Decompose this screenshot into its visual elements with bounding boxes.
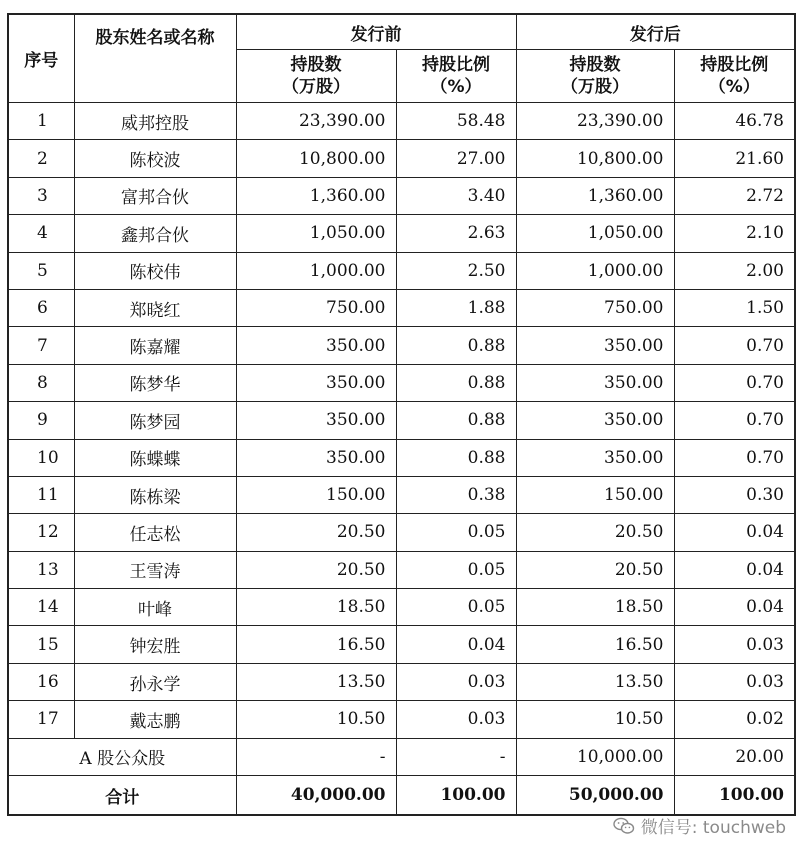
row-pre-shares: 1,050.00 [236,215,396,252]
row-index: 10 [8,439,74,476]
row-index: 6 [8,289,74,326]
row-shareholder-name: 陈校伟 [74,252,236,289]
row-shareholder-name: 郑晓红 [74,289,236,326]
row-shareholder-name: 陈嘉耀 [74,327,236,364]
header-shareholder-name: 股东姓名或名称 [74,14,236,103]
table-row [8,364,795,401]
row-post-shares: 1,000.00 [516,252,674,289]
table-row [8,514,795,551]
wechat-icon [613,817,635,835]
row-index: 1 [8,103,74,140]
row-post-ratio: 0.70 [674,364,795,401]
row-post-shares: 750.00 [516,289,674,326]
row-pre-shares: 20.50 [236,551,396,588]
public-post-shares: 10,000.00 [516,738,674,775]
row-post-shares: 13.50 [516,663,674,700]
table-row [8,289,795,326]
public-post-ratio: 20.00 [674,738,795,775]
row-post-shares: 350.00 [516,402,674,439]
row-post-shares: 23,390.00 [516,103,674,140]
row-pre-ratio: 0.88 [396,439,516,476]
row-post-ratio: 46.78 [674,103,795,140]
watermark-text: 微信号: touchweb [640,818,786,838]
row-pre-shares: 20.50 [236,514,396,551]
row-post-ratio: 0.04 [674,514,795,551]
row-pre-shares: 10,800.00 [236,140,396,177]
header-pre-ratio: 持股比例 （%） [396,50,516,103]
row-pre-shares: 750.00 [236,289,396,326]
row-pre-shares: 150.00 [236,476,396,513]
header-post-shares: 持股数 （万股） [516,50,674,103]
row-index: 8 [8,364,74,401]
row-shareholder-name: 威邦控股 [74,103,236,140]
row-post-ratio: 0.02 [674,701,795,738]
row-shareholder-name: 陈栋梁 [74,476,236,513]
row-index: 5 [8,252,74,289]
row-shareholder-name: 富邦合伙 [74,177,236,214]
header-post-ratio: 持股比例 （%） [674,50,795,103]
row-pre-ratio: 1.88 [396,289,516,326]
row-pre-ratio: 58.48 [396,103,516,140]
row-pre-shares: 16.50 [236,626,396,663]
row-pre-shares: 1,000.00 [236,252,396,289]
row-pre-shares: 10.50 [236,701,396,738]
row-pre-ratio: 0.88 [396,364,516,401]
row-post-shares: 18.50 [516,589,674,626]
row-pre-ratio: 0.05 [396,514,516,551]
row-post-ratio: 0.03 [674,663,795,700]
table-row [8,626,795,663]
row-index: 14 [8,589,74,626]
row-index: 3 [8,177,74,214]
row-pre-shares: 1,360.00 [236,177,396,214]
table-body [8,103,795,816]
row-post-shares: 16.50 [516,626,674,663]
row-shareholder-name: 钟宏胜 [74,626,236,663]
row-pre-shares: 350.00 [236,402,396,439]
row-index: 9 [8,402,74,439]
table-row [8,402,795,439]
row-post-shares: 350.00 [516,327,674,364]
table-row [8,551,795,588]
row-pre-shares: 350.00 [236,327,396,364]
row-post-ratio: 2.10 [674,215,795,252]
row-pre-ratio: 2.63 [396,215,516,252]
total-post-ratio: 100.00 [674,776,795,816]
row-index: 17 [8,701,74,738]
header-before-issue: 发行前 [236,14,516,50]
table-row [8,103,795,140]
row-shareholder-name: 王雪涛 [74,551,236,588]
public-pre-ratio: - [396,738,516,775]
table-row [8,663,795,700]
table-row [8,589,795,626]
total-label: 合计 [8,776,236,816]
row-shareholder-name: 陈梦园 [74,402,236,439]
row-pre-ratio: 27.00 [396,140,516,177]
row-pre-ratio: 3.40 [396,177,516,214]
row-post-shares: 20.50 [516,551,674,588]
row-index: 16 [8,663,74,700]
row-pre-ratio: 0.03 [396,663,516,700]
row-post-ratio: 0.30 [674,476,795,513]
row-post-ratio: 0.70 [674,402,795,439]
row-shareholder-name: 陈梦华 [74,364,236,401]
table-row [8,215,795,252]
row-shareholder-name: 陈蝶蝶 [74,439,236,476]
table-row [8,327,795,364]
header-after-issue: 发行后 [516,14,795,50]
row-index: 15 [8,626,74,663]
row-post-ratio: 0.04 [674,589,795,626]
row-post-shares: 1,360.00 [516,177,674,214]
header-pre-shares: 持股数 （万股） [236,50,396,103]
row-pre-shares: 350.00 [236,364,396,401]
row-post-shares: 350.00 [516,364,674,401]
total-post-shares: 50,000.00 [516,776,674,816]
row-post-ratio: 2.72 [674,177,795,214]
row-shareholder-name: 叶峰 [74,589,236,626]
table-row [8,701,795,738]
row-post-ratio: 1.50 [674,289,795,326]
row-pre-shares: 23,390.00 [236,103,396,140]
watermark [613,813,786,838]
row-pre-ratio: 0.05 [396,589,516,626]
row-shareholder-name: 任志松 [74,514,236,551]
public-shares-label: A 股公众股 [8,738,236,775]
row-index: 7 [8,327,74,364]
public-shares-row [8,738,795,775]
row-index: 2 [8,140,74,177]
row-pre-shares: 18.50 [236,589,396,626]
row-shareholder-name: 鑫邦合伙 [74,215,236,252]
table-row [8,439,795,476]
row-index: 11 [8,476,74,513]
row-index: 4 [8,215,74,252]
row-pre-ratio: 0.88 [396,327,516,364]
row-post-ratio: 2.00 [674,252,795,289]
table-row [8,140,795,177]
row-post-ratio: 0.04 [674,551,795,588]
header-index: 序号 [8,14,74,103]
row-pre-ratio: 0.38 [396,476,516,513]
row-post-shares: 20.50 [516,514,674,551]
row-post-shares: 10,800.00 [516,140,674,177]
table-row [8,177,795,214]
row-post-shares: 150.00 [516,476,674,513]
row-post-shares: 350.00 [516,439,674,476]
shareholder-table [7,13,796,816]
total-pre-ratio: 100.00 [396,776,516,816]
row-post-shares: 10.50 [516,701,674,738]
row-post-ratio: 0.70 [674,327,795,364]
row-post-ratio: 21.60 [674,140,795,177]
row-post-ratio: 0.70 [674,439,795,476]
row-pre-ratio: 0.05 [396,551,516,588]
row-pre-shares: 350.00 [236,439,396,476]
row-post-shares: 1,050.00 [516,215,674,252]
row-pre-ratio: 0.88 [396,402,516,439]
row-shareholder-name: 孙永学 [74,663,236,700]
public-pre-shares: - [236,738,396,775]
total-row [8,776,795,816]
table-row [8,252,795,289]
table-row [8,476,795,513]
row-shareholder-name: 戴志鹏 [74,701,236,738]
row-index: 12 [8,514,74,551]
row-pre-ratio: 0.04 [396,626,516,663]
row-shareholder-name: 陈校波 [74,140,236,177]
row-post-ratio: 0.03 [674,626,795,663]
total-pre-shares: 40,000.00 [236,776,396,816]
row-pre-ratio: 0.03 [396,701,516,738]
row-index: 13 [8,551,74,588]
row-pre-ratio: 2.50 [396,252,516,289]
row-pre-shares: 13.50 [236,663,396,700]
